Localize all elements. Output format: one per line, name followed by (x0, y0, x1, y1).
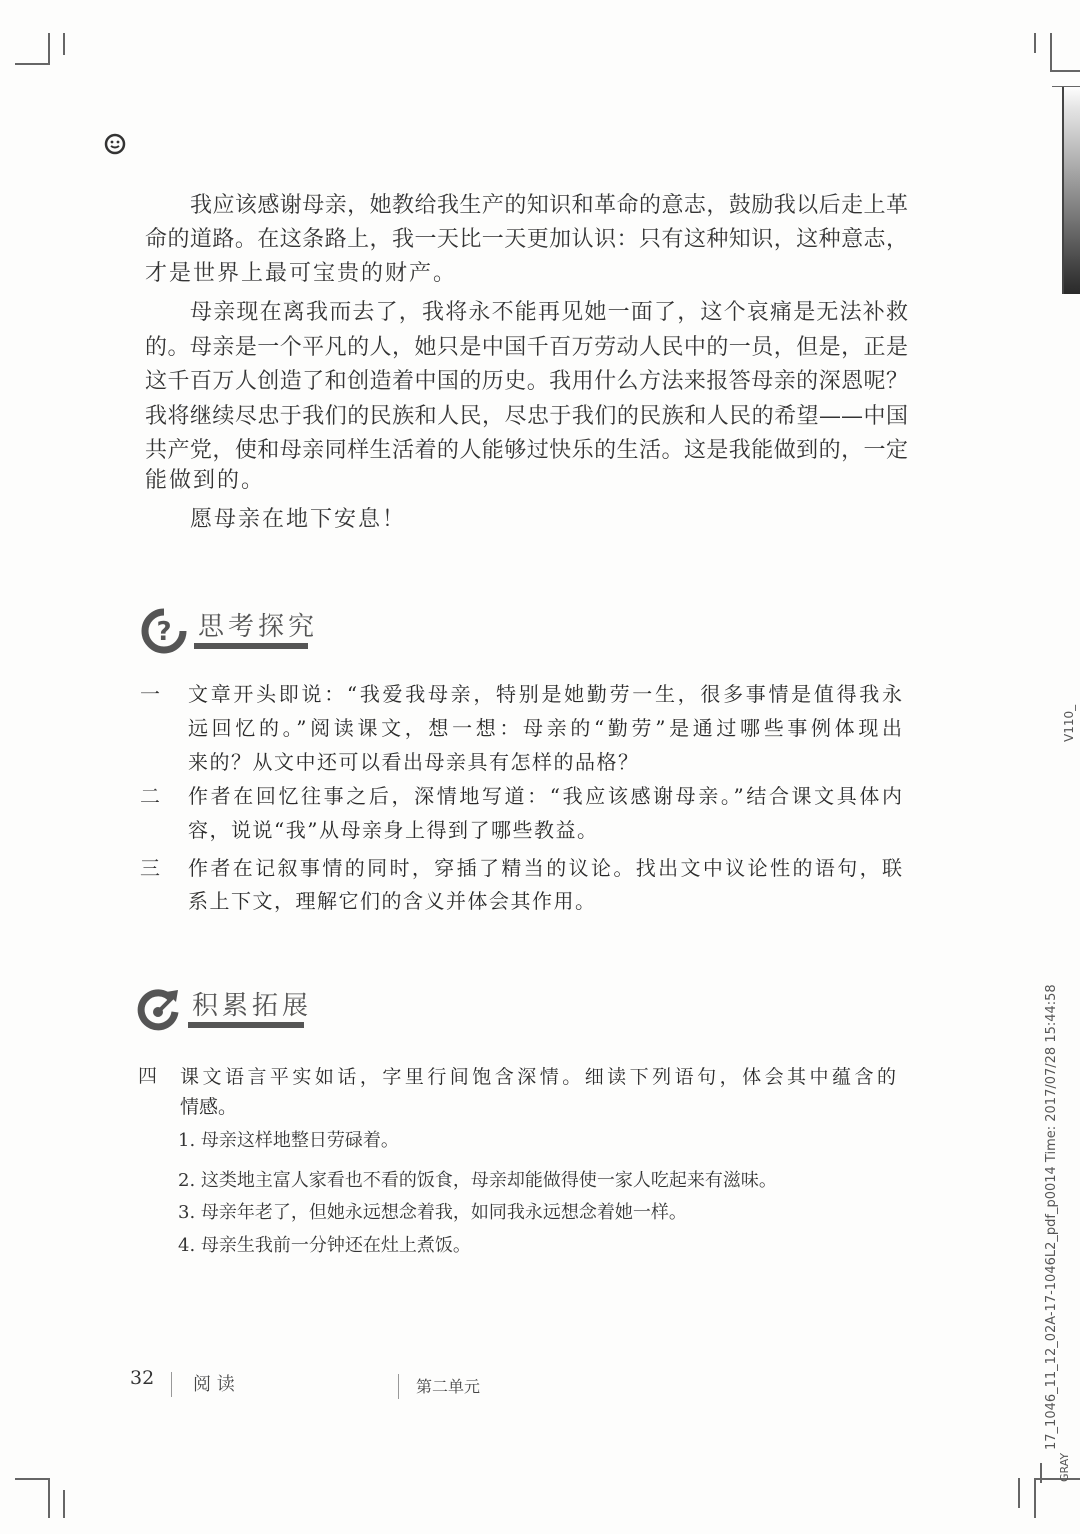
arrow-target-icon (134, 984, 184, 1036)
divider (171, 1372, 172, 1397)
page-number: 32 (130, 1367, 155, 1389)
smiley-icon (104, 133, 126, 159)
crop-mark (48, 33, 50, 65)
crop-mark (15, 63, 50, 65)
grayscale-strip (1062, 86, 1080, 294)
text-line: 命的道路。在这条路上，我一天比一天更加认识：只有这种知识，这种意志， (145, 227, 908, 252)
question-number: 三 (140, 856, 160, 880)
text-line: 愿母亲在地下安息！ (190, 507, 407, 532)
text-line: 我应该感谢母亲，她教给我生产的知识和革命的意志，鼓励我以后走上革 (190, 193, 908, 218)
question-number: 二 (140, 784, 160, 808)
question-line: 课文语言平实如话，字里行间饱含深情。细读下列语句，体会其中蕴含的 (180, 1066, 896, 1088)
text-line: 共产党，使和母亲同样生活着的人能够过快乐的生活。这是我能做到的，一定 (145, 438, 908, 463)
question-line: 来的？从文中还可以看出母亲具有怎样的品格？ (188, 750, 640, 774)
crop-mark (63, 1490, 65, 1518)
list-item: 2. 这类地主富人家看也不看的饭食，母亲却能做得使一家人吃起来有滋味。 (178, 1170, 777, 1191)
question-icon (140, 607, 188, 659)
text-line: 母亲现在离我而去了，我将永不能再见她一面了，这个哀痛是无法补救 (190, 300, 908, 325)
crop-mark (1052, 86, 1080, 87)
question-number: 一 (140, 682, 160, 706)
print-metadata: 17_1046_11_12_02A-17-1046L2_pdf_p0014 Time: 2017/07/28 15:44:58 (1044, 984, 1059, 1450)
crop-mark (48, 1478, 50, 1518)
question-line: 远回忆的。”阅读课文，想一想：母亲的“勤劳”是通过哪些事例体现出 (188, 716, 902, 740)
divider (398, 1374, 399, 1399)
crop-mark (1034, 1478, 1036, 1518)
crop-mark (1034, 33, 1036, 53)
crop-mark (1040, 1463, 1042, 1483)
text-line: 才是世界上最可宝贵的财产。 (145, 261, 458, 286)
list-item: 4. 母亲生我前一分钟还在灶上煮饭。 (178, 1235, 471, 1256)
section-title: 思考探究 (198, 612, 319, 642)
question-line: 情感。 (180, 1096, 238, 1118)
text-line: 能做到的。 (145, 468, 266, 493)
question-line: 作者在记叙事情的同时，穿插了精当的议论。找出文中议论性的语句，联 (188, 856, 902, 880)
section-underline (194, 643, 308, 649)
svg-text:?: ? (156, 617, 172, 647)
question-line: 文章开头即说：“我爱我母亲，特别是她勤劳一生，很多事情是值得我永 (188, 682, 902, 706)
print-code: V110_ (1062, 704, 1076, 742)
section-underline (188, 1022, 304, 1028)
unit-label: 第二单元 (416, 1377, 481, 1396)
crop-mark (1050, 33, 1052, 71)
question-line: 容，说说“我”从母亲身上得到了哪些教益。 (188, 818, 599, 842)
text-line: 这千百万人创造了和创造着中国的历史。我用什么方法来报答母亲的深恩呢？ (145, 369, 908, 394)
question-line: 系上下文，理解它们的含义并体会其作用。 (188, 889, 597, 913)
text-line: 的。母亲是一个平凡的人，她只是中国千百万劳动人民中的一员，但是，正是 (145, 335, 908, 360)
question-line: 作者在回忆往事之后，深情地写道：“我应该感谢母亲。”结合课文具体内 (188, 784, 902, 808)
crop-mark (15, 1478, 50, 1480)
section-title: 积累拓展 (192, 991, 313, 1021)
list-item: 3. 母亲年老了，但她永远想念着我，如同我永远想念着她一样。 (178, 1202, 687, 1223)
list-item: 1. 母亲这样地整日劳碌着。 (178, 1130, 399, 1151)
crop-mark (63, 33, 65, 55)
crop-mark (1050, 70, 1080, 72)
text-line: 我将继续尽忠于我们的民族和人民，尽忠于我们的民族和人民的希望——中国 (145, 404, 908, 429)
question-number: 四 (138, 1065, 158, 1087)
section-label: 阅 读 (193, 1374, 235, 1395)
print-gray-label: GRAY (1058, 1452, 1071, 1482)
crop-mark (1018, 1478, 1020, 1508)
